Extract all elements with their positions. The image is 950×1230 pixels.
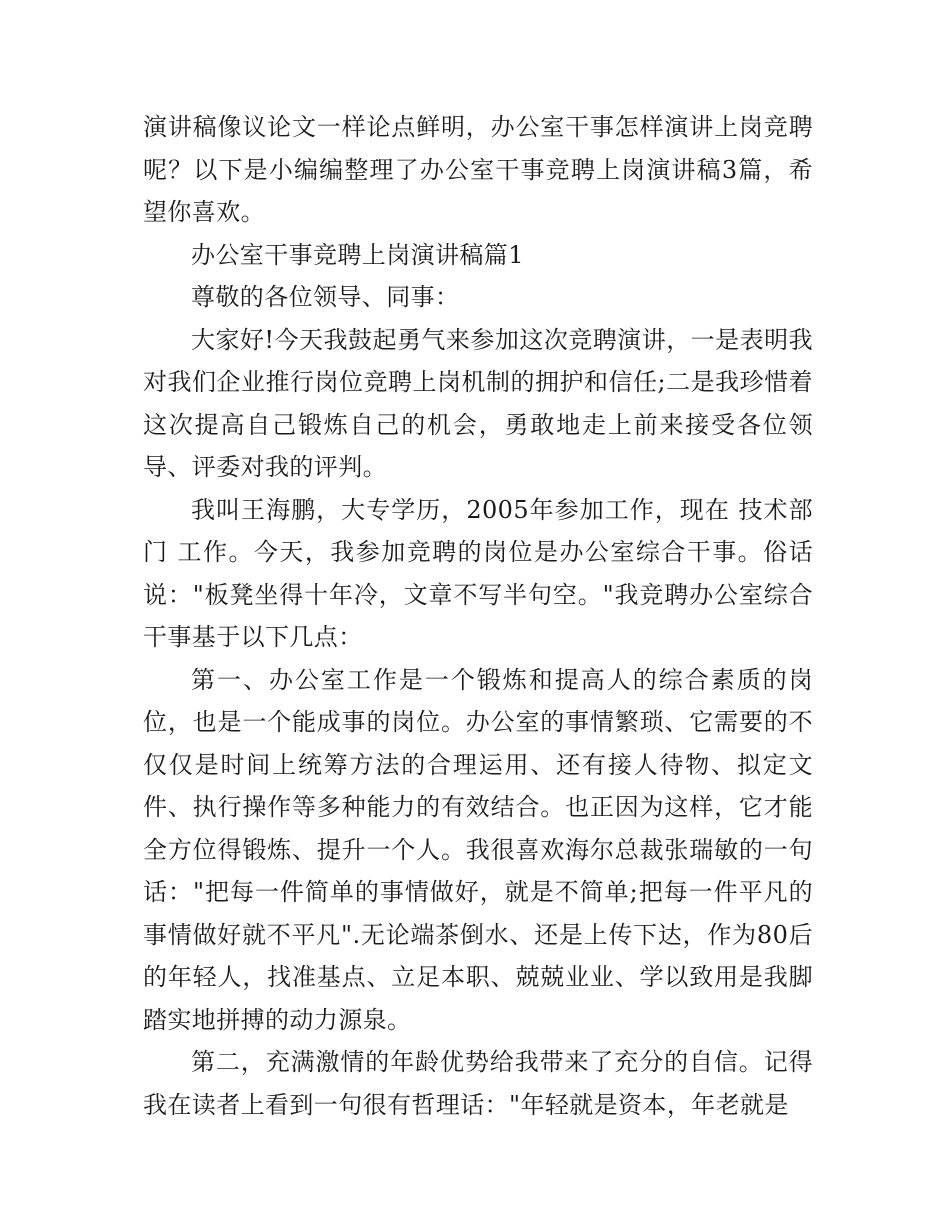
salutation: 尊敬的各位领导、同事： — [191, 283, 460, 311]
body-paragraph: 第一、办公室工作是一个锻炼和提高人的综合素质的岗位，也是一个能成事的岗位。办公室的事情繁琐、它需要的不仅仅是时间上统筹方法的合理运用、还有接人待物、拟定文件、执行操作等多种能力的有效结合。也正因为这样，它才能全方位得锻炼、提升一个人。我很喜欢海尔总裁张瑞敏的一句话："把每一件简单的事情做好，就是不简单;把每一件平凡的事情做好就不平凡".无论端茶倒水、还是上传下达，作为80后的年轻人，找准基点、立足本职、兢兢业业、学以致用是我脚踏实地拼搏的动力源泉。 — [143, 665, 813, 1034]
body-paragraph: 大家好!今天我鼓起勇气来参加这次竞聘演讲，一是表明我对我们企业推行岗位竞聘上岗机制的拥护和信任;二是我珍惜着这次提高自己锻炼自己的机会，勇敢地走上前来接受各位领导、评委对我的评判。 — [143, 325, 813, 481]
section-heading: 办公室干事竞聘上岗演讲稿篇1 — [191, 240, 524, 269]
body-paragraph: 第二，充满激情的年龄优势给我带来了充分的自信。记得我在读者上看到一句很有哲理话："年轻就是资本，年老就是 — [143, 1048, 813, 1119]
document-body — [143, 106, 813, 1126]
intro-paragraph: 演讲稿像议论文一样论点鲜明，办公室干事怎样演讲上岗竞聘呢？以下是小编编整理了办公室干事竞聘上岗演讲稿3篇，希望你喜欢。 — [143, 113, 813, 226]
body-paragraph: 我叫王海鹏，大专学历，2005年参加工作，现在 技术部门 工作。今天，我参加竞聘的岗位是办公室综合干事。俗话说："板凳坐得十年冷，文章不写半句空。"我竞聘办公室综合干事基于以下几点： — [143, 495, 813, 651]
